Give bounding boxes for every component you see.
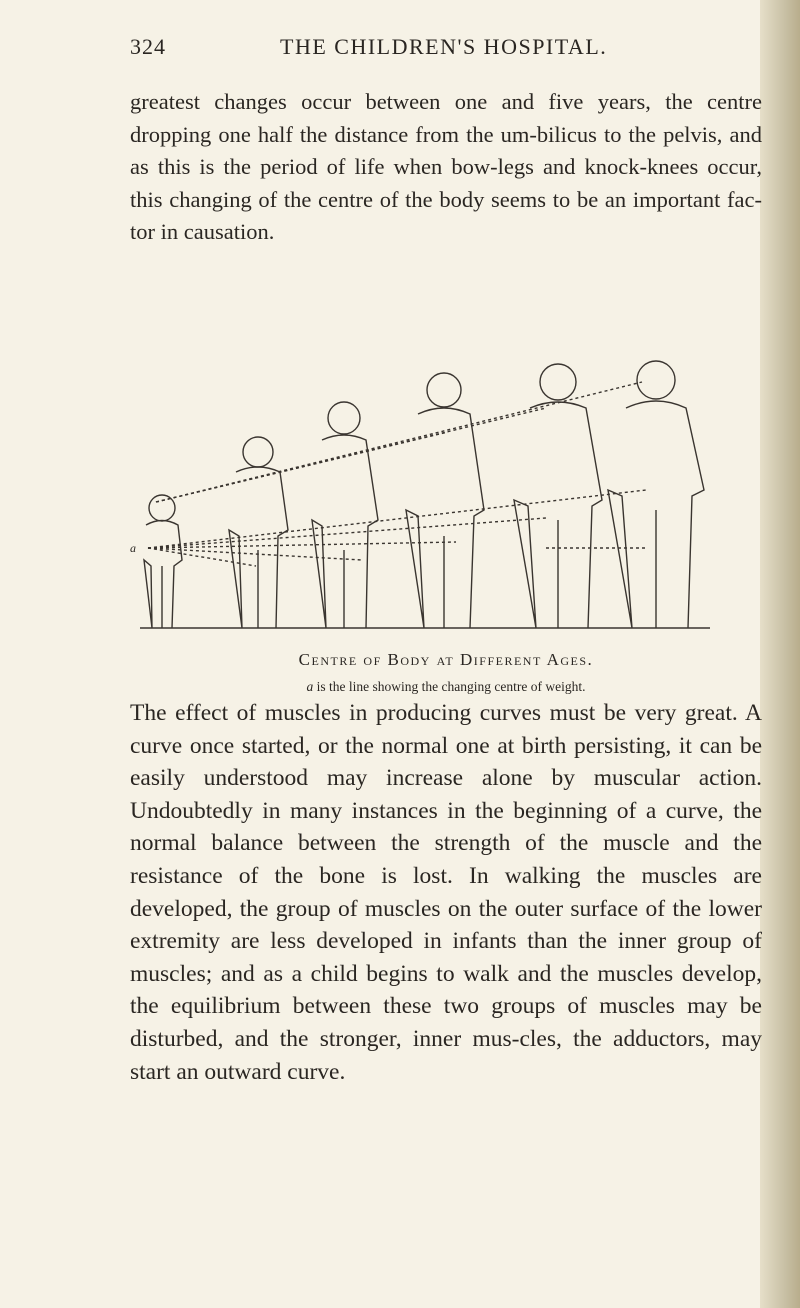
paragraph-2: The effect of muscles in producing curves must be very great. A curve once started, or the normal one at birth persisting, it can be easily understood may increase alone by muscular action. Undoubtedly in many instances in the beginning of a curve, the normal balance between the strength of the muscle and the resistance of the bone is lost. In walking the muscles are developed, the group of muscles on the outer surface of the lower extremity are less developed in infants than the inner group of muscles; and as a child begins to walk and the muscles develop, the equilibrium between these two groups of muscles may be disturbed, and the stronger, inner mus-cles, the adductors, may start an outward curve. (130, 700, 762, 1085)
child-figure-6 (608, 361, 704, 628)
figure-subcaption (130, 679, 762, 695)
centre-lines (148, 490, 646, 566)
figure-centre-of-body (126, 360, 766, 636)
page-edge (760, 0, 800, 1308)
child-figure-3 (312, 402, 378, 628)
child-figure-5 (514, 364, 602, 628)
running-title: THE CHILDREN'S HOSPITAL. (280, 34, 608, 59)
figure-caption: Centre of Body at Different Ages. (298, 650, 594, 669)
page-number: 324 (130, 34, 166, 59)
subcaption-variable: a (306, 679, 314, 694)
paragraph-1: greatest changes occur between one and five years, the centre dropping one half the distance from the um-bilicus to the pelvis, and as this is the period of life when bow-legs and knock-knees occur, this changing of the centre of the body seems to be an important fac-tor in causation. (130, 89, 762, 244)
figure-label-a: a (130, 541, 136, 555)
child-figure-4 (406, 373, 484, 628)
subcaption-text: is the line showing the changing centre of weight. (313, 679, 586, 694)
head-lines (156, 382, 642, 502)
child-figure-1 (144, 495, 182, 628)
